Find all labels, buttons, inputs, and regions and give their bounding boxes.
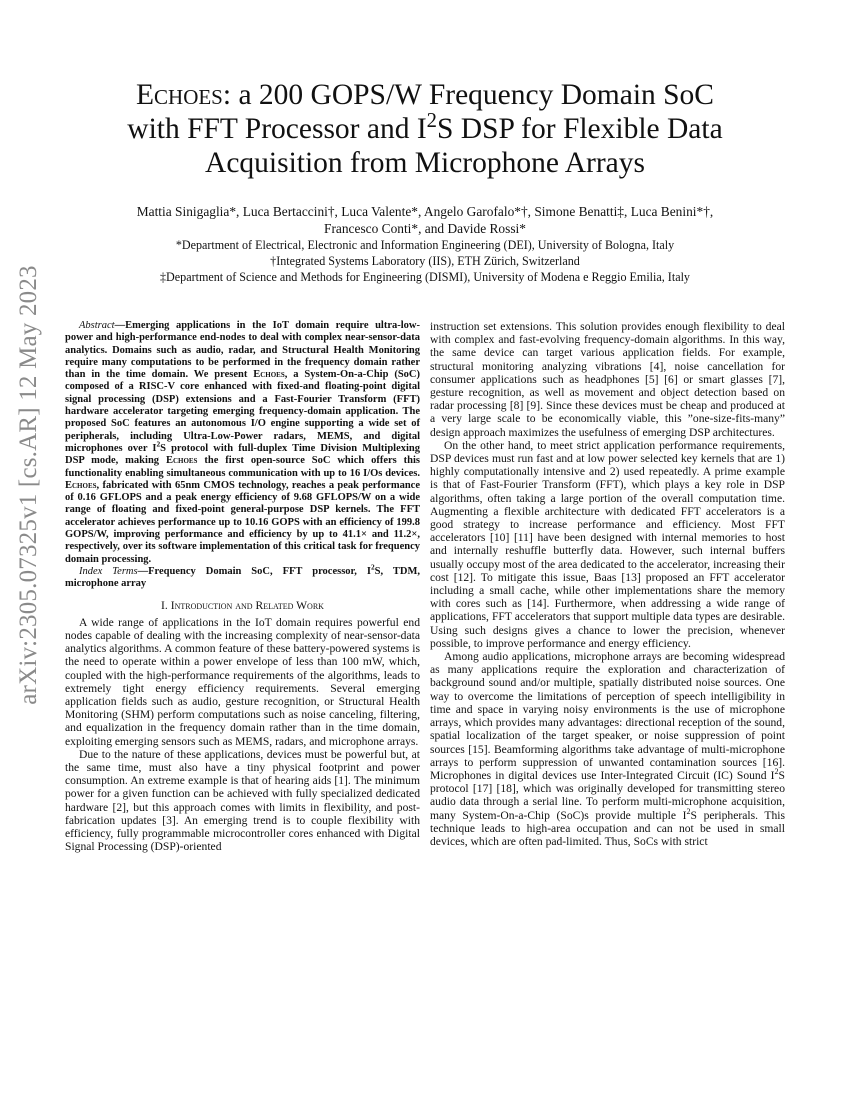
- affiliation-dismi: ‡Department of Science and Methods for Engineering (DISMI), University of Modena e Reggio Emilia, Italy: [160, 270, 690, 284]
- section-heading: I. Introduction and Related Work: [161, 598, 324, 612]
- abstract-echoes-1: Echoes: [253, 369, 285, 381]
- body-paragraph: instruction set extensions. This solution provides enough flexibility to deal with complex and fast-evolving frequency-domain algorithms. In this way, the same device can target various application fields. For example, structural monitoring analyzing vibrations [4], noise cancellation for consumer applications such as headphones [5] [6] or smart glasses [7], gesture recognition, as well as movement and object detection based on radar processing [8] [9]. Since these devices must be cheap and produced at a very large scale to be economically viable, this ”one-size-fits-many” design approach maximizes the usefulness of emerging DSP architectures.: [430, 320, 785, 439]
- title-sup: 2: [426, 110, 437, 133]
- abstract-text-4: the first open-source SoC which offers this functionality enabling simultaneous communication with up to 16 I/Os devices.: [65, 455, 420, 479]
- title-line3: Acquisition from Microphone Arrays: [205, 147, 645, 179]
- paragraph-text-2: S protocol [17] [18], which was originally developed for transmitting stereo audio data through a serial line. To perform multi-microphone acquisition, many System-On-a-Chip (SoC)s provide multiple I: [430, 768, 785, 822]
- index-terms: [65, 562, 420, 591]
- paragraph-sup-1: 2: [774, 767, 779, 777]
- abstract-label: Abstract: [79, 320, 115, 331]
- paragraph-text-3: S peripherals. This technique leads to high-area occupation and can not be used in small devices, which are often pad-limited. Thus, SoCs with strict: [430, 808, 785, 848]
- abstract-sup: 2: [156, 439, 161, 449]
- arxiv-identifier: arXiv:2305.07325v1 [cs.AR] 12 May 2023: [15, 265, 42, 705]
- abstract-text-1: —Emerging applications in the IoT domain require ultra-low-power and high-performance end-nodes to deal with complex near-sensor-data analytics. Domains such as audio, radar, and Structural Health Monitoring require many computations to be performed in the frequency domain rather than in the time domain. We present: [65, 320, 420, 381]
- title-line1: : a 200 GOPS/W Frequency Domain SoC: [222, 79, 714, 111]
- authors-line2: Francesco Conti*, and Davide Rossi*: [324, 221, 526, 236]
- abstract-text-5: , fabricated with 65nm CMOS technology, reaches a peak performance of 0.16 GFLOPS and a peak energy efficiency of 9.68 GFLOPS/W on a wide range of floating and fixed-point general-purpose DSP kernels. The FFT accelerator achieves performance up to 10.16 GOPS with an efficiency of 199.8 GOPS/W, improving performance and efficiency by up to 41.1× and 11.2×, respectively, over its software implementation of this critical task for frequency domain processing.: [65, 479, 420, 565]
- right-column: [430, 320, 785, 848]
- index-terms-text-2: S, TDM, microphone array: [65, 565, 420, 590]
- affiliations: [60, 237, 790, 285]
- index-terms-text-1: —Frequency Domain SoC, FFT processor, I: [137, 565, 371, 577]
- abstract-text-2: , a System-On-a-Chip (SoC) composed of a RISC-V core enhanced with fixed-and floating-point digital signal processing (DSP) extensions and a Fast-Fourier Transform (FFT) hardware accelerator targeting emerging frequency-domain application. The proposed SoC features an autonomous I/O engine supporting a wide set of peripherals, including Ultra-Low-Power radars, MEMS, and digital microphones over I: [65, 369, 421, 454]
- abstract-echoes-3: Echoes: [65, 479, 97, 491]
- arxiv-stamp: [6, 265, 52, 705]
- title-echoes: Echoes: [136, 79, 223, 111]
- body-paragraph: [430, 650, 785, 848]
- paragraph-text-1: Among audio applications, microphone arrays are becoming widespread as many applications require the exploration and characterization of background sound and/or multiple, spatially distributed noise sources. One way to overcome the limitations of perception of speech intelligibility in time and space in varying noisy environments is the use of microphone arrays, which provides many advantages: directional reception of the sound, spatial localization of the target speaker, or noise suppression of point sources [15]. Beamforming algorithms take advantage of multi-microphone arrays to perform suppression of unwanted contamination sources [16]. Microphones in digital devices use Inter-Integrated Circuit (IC) Sound I: [430, 650, 785, 782]
- affiliation-dei: *Department of Electrical, Electronic and Information Engineering (DEI), University of Bologna, Italy: [175, 238, 675, 252]
- body-paragraph: Due to the nature of these applications, devices must be powerful but, at the same time, must also have a tiny physical footprint and power consumption. An extreme example is that of hearing aids [1]. The minimum power for a given function can be achieved with fully specialized dedicated hardware [2], but this approach comes with limits in flexibility, and post-fabrication updates [3]. An emerging trend is to couple flexibility with efficiency, fully programmable microcontroller cores enhanced with Digital Signal Processing (DSP)-oriented: [65, 747, 420, 854]
- abstract-text-3: S protocol with full-duplex Time Division Multiplexing DSP mode, making: [65, 442, 420, 467]
- abstract-echoes-2: Echoes: [165, 455, 198, 467]
- body-paragraph: A wide range of applications in the IoT domain requires powerful end nodes capable of dealing with the increasing complexity of near-sensor-data analytics algorithms. A common feature of these battery-powered systems is the need to operate within a power envelope of less than 100 mW, which, coupled with the high-performance requirements of the algorithms, leads to extremely tight energy efficiency requirements. Several emerging application fields such as audio, gesture recognition, or Structural Health Monitoring (SHM) perform computations such as noise canceling, filtering, and equalization in the frequency domain rather than in the time domain, exploiting emerging sensors such as MEMS, radars, and microphone arrays.: [65, 615, 420, 748]
- index-terms-sup: 2: [370, 562, 375, 572]
- body-paragraph: On the other hand, to meet strict application performance requirements, DSP devices must run fast and at low power selected key kernels that are 1) highly computationally intensive and 2) used repeatedly. A prime example is that of Fast-Fourier Transform (FFT), which plays a key role in DSP algorithms, often taking a large portion of the overall computation time. Augmenting a flexible architecture with dedicated FFT accelerators is a good strategy to increase performance and efficiency. Most FFT accelerators [10] [11] have been designed with internal memories to host and internally reshuffle butterfly data. However, such internal buffers usually occupy most of the area dedicated to the accelerator, increasing their cost [12]. To mitigate this issue, Baas [13] proposed an FFT accelerator including a small cache, while other implementations share the memory with cores such as [14]. Furthermore, when addressing a wide range of applications, FFT accelerators that support multiple data types are desirable. Using such designs gives a chance to lower the precision, whenever possible, to improve performance and energy efficiency.: [430, 438, 785, 650]
- author-list: [70, 203, 780, 237]
- left-column: [65, 320, 420, 853]
- title-line2a: with FFT Processor and I: [127, 113, 427, 145]
- authors-line1: Mattia Sinigaglia*, Luca Bertaccini†, Luca Valente*, Angelo Garofalo*†, Simone Benatti‡, Luca Benini*†,: [136, 204, 714, 219]
- index-terms-label: Index Terms: [79, 565, 138, 577]
- title-line2b: S DSP for Flexible Data: [437, 113, 723, 145]
- paper-title: [60, 78, 790, 180]
- abstract: [65, 320, 420, 566]
- affiliation-iis: †Integrated Systems Laboratory (IIS), ETH Zürich, Switzerland: [270, 254, 580, 268]
- paragraph-sup-2: 2: [686, 806, 691, 816]
